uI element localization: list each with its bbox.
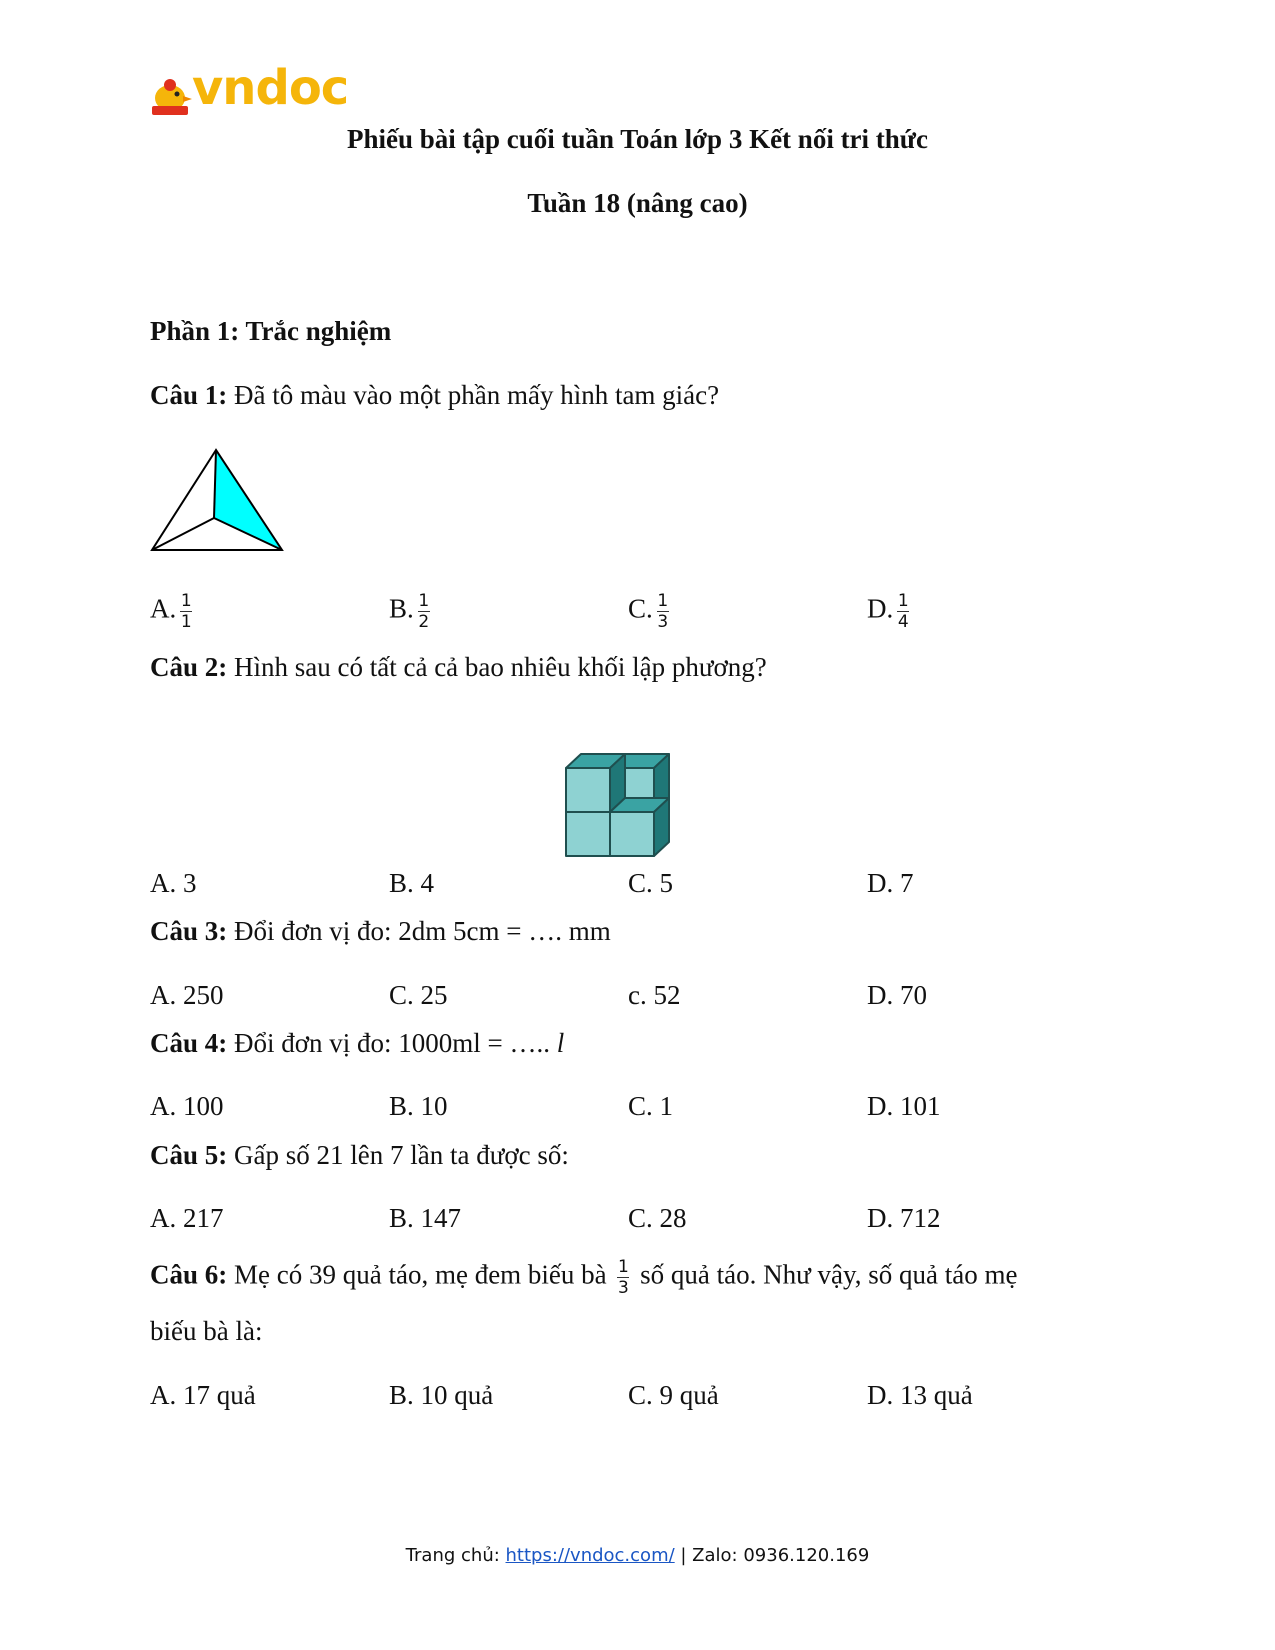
q4-option-d[interactable]: D. 101 <box>867 1091 941 1121</box>
q6-option-a[interactable]: A. 17 quả <box>150 1380 256 1410</box>
fraction: $\frac{1}{3}$ <box>657 591 669 632</box>
homepage-link[interactable]: https://vndoc.com/ <box>505 1545 675 1566</box>
q6-option-c[interactable]: C. 9 quả <box>628 1380 719 1410</box>
q5-option-b[interactable]: B. 147 <box>389 1203 462 1233</box>
unit-liter: l <box>556 1028 565 1058</box>
q2-option-b[interactable]: B. 4 <box>389 868 435 898</box>
question-2 <box>150 652 767 683</box>
fraction: $\frac{1}{3}$ <box>617 1257 629 1298</box>
logo-wordmark: vndoc <box>192 60 349 116</box>
question-1 <box>150 380 719 411</box>
question-text: Đã tô màu vào một phần mấy hình tam giác? <box>234 380 720 410</box>
q3-option-a[interactable]: A. 250 <box>150 980 224 1010</box>
q1-option-b[interactable]: B. $\frac{1}{2}$ <box>389 591 430 632</box>
question-text: Hình sau có tất cả cả bao nhiêu khối lập phương? <box>234 652 767 682</box>
q3-option-b[interactable]: C. 25 <box>389 980 448 1010</box>
question-text: Gấp số 21 lên 7 lần ta được số: <box>234 1140 569 1170</box>
q5-option-a[interactable]: A. 217 <box>150 1203 224 1233</box>
question-label: Câu 6: <box>150 1259 228 1290</box>
question-text: Đổi đơn vị đo: 1000ml = ….. <box>234 1028 557 1058</box>
triangle-figure <box>150 448 290 558</box>
fraction: $\frac{1}{1}$ <box>180 591 192 632</box>
page-subtitle: Tuần 18 (nâng cao) <box>527 188 748 218</box>
page-footer <box>0 1545 1275 1566</box>
footer-prefix: Trang chủ: <box>405 1545 506 1566</box>
q3-option-d[interactable]: D. 70 <box>867 980 927 1010</box>
question-label: Câu 4: <box>150 1028 228 1058</box>
vndoc-logo <box>148 60 349 124</box>
question-label: Câu 1: <box>150 380 228 410</box>
q5-option-c[interactable]: C. 28 <box>628 1203 687 1233</box>
q4-option-b[interactable]: B. 10 <box>389 1091 448 1121</box>
q3-option-c[interactable]: c. 52 <box>628 980 681 1010</box>
q2-option-c[interactable]: C. 5 <box>628 868 674 898</box>
q6-option-b[interactable]: B. 10 quả <box>389 1380 494 1410</box>
question-5 <box>150 1140 569 1171</box>
footer-contact: | Zalo: 0936.120.169 <box>674 1545 870 1566</box>
question-label: Câu 5: <box>150 1140 228 1170</box>
question-6-line2: biếu bà là: <box>150 1316 263 1346</box>
q1-option-c[interactable]: C. $\frac{1}{3}$ <box>628 591 669 632</box>
q6-option-d[interactable]: D. 13 quả <box>867 1380 973 1410</box>
page-title: Phiếu bài tập cuối tuần Toán lớp 3 Kết nối tri thức <box>346 124 928 154</box>
q2-option-a[interactable]: A. 3 <box>150 868 197 898</box>
question-text: Mẹ có 39 quả táo, mẹ đem biếu bà <box>234 1259 607 1290</box>
q5-option-d[interactable]: D. 712 <box>867 1203 941 1233</box>
q4-option-a[interactable]: A. 100 <box>150 1091 224 1121</box>
question-6 <box>150 1258 1017 1297</box>
q2-option-d[interactable]: D. 7 <box>867 868 914 898</box>
q1-option-a[interactable]: A. $\frac{1}{1}$ <box>150 591 192 632</box>
question-text: Đổi đơn vị đo: 2dm 5cm = …. mm <box>234 916 611 946</box>
question-3 <box>150 916 611 947</box>
question-text-cont: số quả táo. Như vậy, số quả táo mẹ <box>640 1259 1018 1290</box>
question-label: Câu 2: <box>150 652 228 682</box>
cubes-figure <box>565 738 695 866</box>
section-title: Phần 1: Trắc nghiệm <box>150 316 392 346</box>
fraction: $\frac{1}{4}$ <box>897 591 909 632</box>
q4-option-c[interactable]: C. 1 <box>628 1091 674 1121</box>
chicken-mascot-icon <box>148 74 194 120</box>
q1-option-d[interactable]: D. $\frac{1}{4}$ <box>867 591 909 632</box>
question-label: Câu 3: <box>150 916 228 946</box>
question-4 <box>150 1028 564 1059</box>
fraction: $\frac{1}{2}$ <box>418 591 430 632</box>
